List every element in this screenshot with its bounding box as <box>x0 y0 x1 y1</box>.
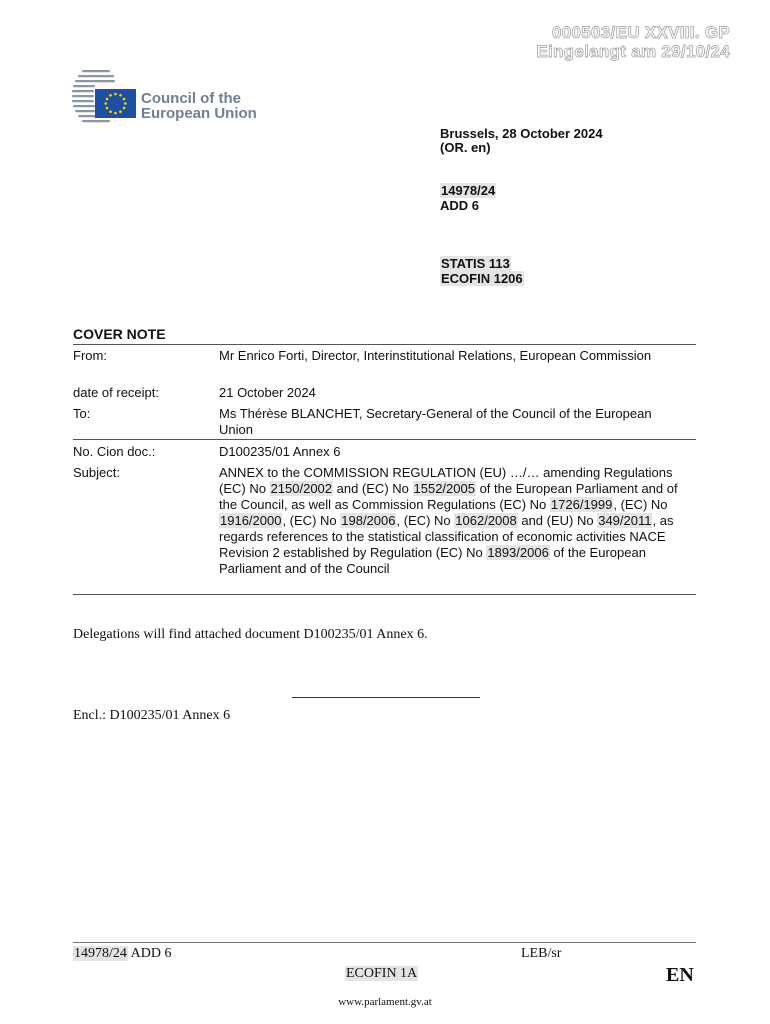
regulation-ref: 198/2006 <box>341 513 396 528</box>
subject-text: , (EC) No <box>613 497 668 512</box>
subject-text: ANNEX to the COMMISSION REGULATION (EU) …/… amending Regulations (EC) No <box>219 465 673 496</box>
cion-doc-value: D100235/01 Annex 6 <box>219 444 341 459</box>
received-stamp-date: Eingelangt am 29/10/24 <box>536 42 730 61</box>
logo-line-2: European Union <box>141 105 257 122</box>
to-value: Ms Thérèse BLANCHET, Secretary-General of the Council of the European Union <box>219 406 652 437</box>
original-language: (OR. en) <box>440 140 491 155</box>
footer-url: www.parlament.gv.at <box>338 996 432 1008</box>
subject-text: of the European Parliament and of the Council, as well as Commission Regulations (EC) No <box>219 481 678 512</box>
code-ecofin <box>440 271 524 286</box>
regulation-ref: 1062/2008 <box>455 513 517 528</box>
regulation-ref: 1893/2006 <box>487 545 549 560</box>
cover-note-mid-rule <box>73 439 696 440</box>
footer-author: LEB/sr <box>521 946 562 961</box>
subject-text: , as regards references to the statistical classification of economic activities NACE Revision 2 established by Regulation (EC) No <box>219 513 674 560</box>
footer-dept-value: ECOFIN 1A <box>346 966 418 981</box>
doc-number-value: 14978/24 <box>441 183 496 198</box>
regulation-ref: 2150/2002 <box>270 481 333 496</box>
delegations-text: Delegations will find attached document D100235/01 Annex 6. <box>73 627 428 642</box>
from-value: Mr Enrico Forti, Director, Interinstitutional Relations, European Commission <box>219 348 652 363</box>
footer-rule <box>73 942 696 943</box>
receipt-label: date of receipt: <box>73 385 159 400</box>
subject-label: Subject: <box>73 465 120 480</box>
enclosure-text: Encl.: D100235/01 Annex 6 <box>73 708 231 723</box>
footer-doc-ref <box>73 946 171 962</box>
logo-line-1: Council of the <box>141 90 241 107</box>
code-statis <box>440 256 511 271</box>
regulation-ref: 349/2011 <box>598 513 652 528</box>
code-ecofin-value: ECOFIN 1206 <box>441 271 523 286</box>
received-stamp-number: 000503/EU XXVIII. GP <box>552 23 730 42</box>
logo-text <box>141 91 257 121</box>
subject-text: and (EU) No <box>517 513 598 528</box>
from-label: From: <box>73 348 107 363</box>
cover-note-top-rule <box>73 344 696 345</box>
footer-language: EN <box>666 964 694 986</box>
regulation-ref: 1726/1999 <box>550 497 613 512</box>
separator-rule <box>292 697 480 698</box>
footer-addendum: ADD 6 <box>127 946 172 961</box>
cover-note-title: COVER NOTE <box>73 326 166 342</box>
regulation-ref: 1916/2000 <box>220 513 282 528</box>
doc-number <box>440 183 496 198</box>
code-statis-value: STATIS 113 <box>441 256 510 271</box>
cover-note-bottom-rule <box>73 594 696 595</box>
addendum: ADD 6 <box>440 198 480 213</box>
subject-text: and (EC) No <box>333 481 413 496</box>
place-date: Brussels, 28 October 2024 <box>440 126 603 141</box>
to-label: To: <box>73 406 91 421</box>
cion-doc-label: No. Cion doc.: <box>73 444 156 459</box>
footer-doc-number: 14978/24 <box>74 946 127 961</box>
regulation-ref: 1552/2005 <box>413 481 475 496</box>
subject-text: , (EC) No <box>282 513 341 528</box>
subject-text: of the European Parliament and of the Council <box>219 545 646 576</box>
receipt-value: 21 October 2024 <box>219 385 316 400</box>
subject-value <box>219 465 689 577</box>
subject-text: , (EC) No <box>396 513 455 528</box>
footer-dept <box>345 966 418 982</box>
